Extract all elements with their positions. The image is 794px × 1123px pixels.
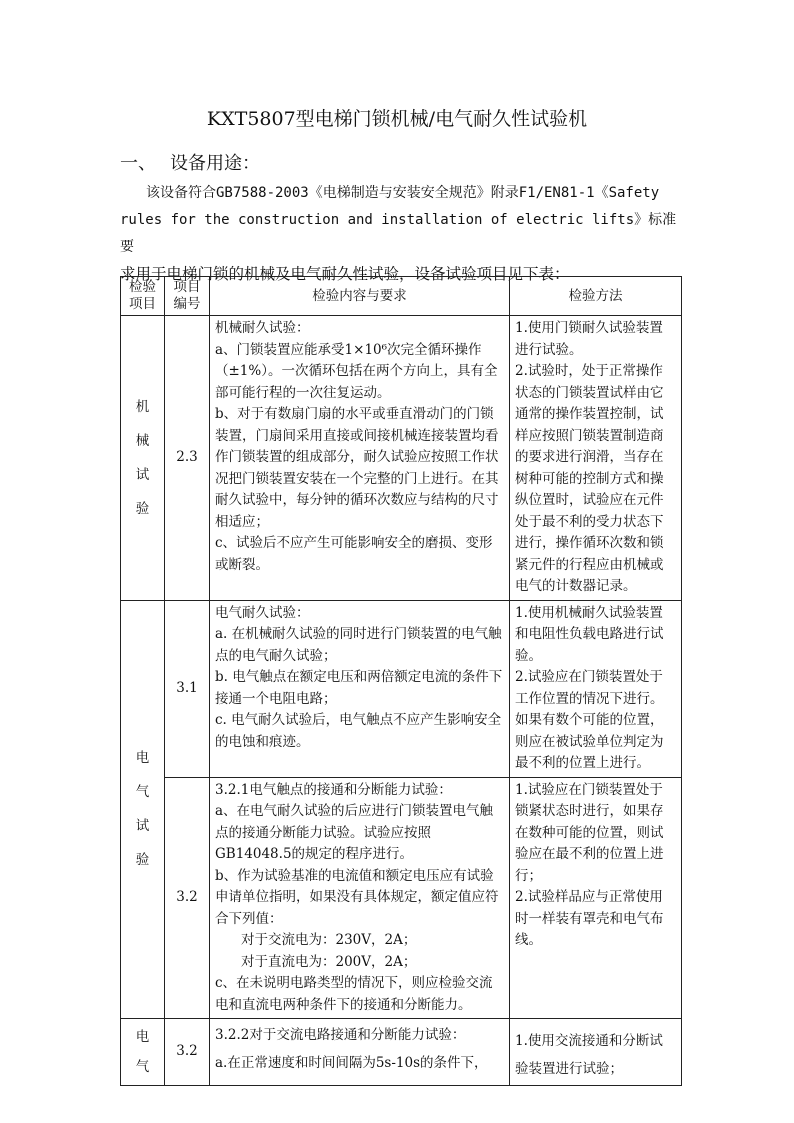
category-char: 试 bbox=[135, 818, 150, 835]
method-text: 1.使用交流接通和分断试验装置进行试验； bbox=[515, 1033, 663, 1077]
category-char: 试 bbox=[135, 466, 150, 483]
intro-line-1: 该设备符合GB7588-2003《电梯制造与安装安全规范》附录F1/EN81-1《Safety bbox=[146, 185, 660, 201]
header-method: 检验方法 bbox=[510, 277, 682, 316]
category-cell-electrical-cont bbox=[121, 1019, 165, 1086]
requirement-cell bbox=[210, 316, 510, 601]
category-char: 验 bbox=[135, 500, 150, 517]
item-number: 3.1 bbox=[165, 600, 210, 777]
requirement-text: a、门锁装置应能承受1×10⁶次完全循环操作（±1%）。一次循环包括在两个方向上，具有全部可能行程的一次往复运动。 bbox=[215, 341, 498, 401]
document-title: KXT5807型电梯门锁机械/电气耐久性试验机 bbox=[206, 108, 588, 130]
requirement-text: b. 电气触点在额定电压和两倍额定电流的条件下接通一个电阻电路； bbox=[215, 669, 503, 707]
header-number bbox=[165, 277, 210, 316]
requirement-text: a、在电气耐久试验的后应进行门锁装置电气触点的接通分断能力试验。试验应按照GB14048.5的规定的程序进行。 bbox=[215, 803, 494, 862]
category-char: 机 bbox=[135, 398, 150, 415]
method-text: 2.试验样品应与正常使用时一样装有罩壳和电气布线。 bbox=[515, 889, 664, 948]
requirement-text: c、试验后不应产生可能影响安全的磨损、变形或断裂。 bbox=[215, 535, 493, 573]
method-cell bbox=[510, 316, 682, 601]
method-text: 1.使用门锁耐久试验装置进行试验。 bbox=[515, 320, 663, 358]
requirement-text: c、在未说明电路类型的情况下，则应检验交流电和直流电两种条件下的接通和分断能力。 bbox=[215, 975, 493, 1013]
intro-line-3: 求用于电梯门锁的机械及电气耐久性试验，设备试验项目见下表： bbox=[120, 265, 570, 283]
method-text: 2.试验时，处于正常操作状态的门锁装置试样由它通常的操作装置控制，试样应按照门锁装置制造商的要求进行润滑，当存在树种可能的控制方式和操纵位置时，试验应在元件处于最不利的受力状态下进行，操作循环次数和锁紧元件的行程应由机械或电气的计数器记录。 bbox=[515, 363, 664, 594]
header-category bbox=[121, 277, 165, 316]
intro-paragraph bbox=[120, 180, 680, 288]
requirement-text: a. 在机械耐久试验的同时进行门锁装置的电气触点的电气耐久试验； bbox=[215, 626, 502, 664]
requirement-text: 对于直流电为：200V，2A； bbox=[241, 953, 417, 970]
item-number: 3.2 bbox=[165, 777, 210, 1019]
category-char: 气 bbox=[135, 784, 150, 801]
requirement-cell bbox=[210, 777, 510, 1019]
method-text: 1.试验应在门锁装置处于锁紧状态时进行，如果存在数种可能的位置，则试验应在最不利的位置上进行； bbox=[515, 781, 664, 884]
requirement-text: 3.2.2对于交流电路接通和分断能力试验： bbox=[215, 1027, 466, 1043]
header-requirements: 检验内容与要求 bbox=[210, 277, 510, 316]
table-row bbox=[121, 600, 682, 777]
method-cell bbox=[510, 600, 682, 777]
requirement-text: b、对于有数扇门扇的水平或垂直滑动门的门锁装置，门扇间采用直接或间接机械连接装置均看作门锁装置的组成部分，耐久试验应按照工作状况把门锁装置安装在一个完整的门上进行。在其耐久试验中，每分钟的循环次数应与结构的尺寸相适应； bbox=[215, 406, 499, 530]
category-cell-electrical bbox=[121, 600, 165, 1019]
item-number: 3.2 bbox=[165, 1019, 210, 1086]
requirement-text: c. 电气耐久试验后，电气触点不应产生影响安全的电蚀和痕迹。 bbox=[215, 712, 502, 750]
section-heading bbox=[120, 149, 260, 175]
item-number: 2.3 bbox=[165, 316, 210, 601]
table-row bbox=[121, 316, 682, 601]
table-row bbox=[121, 1019, 682, 1086]
requirement-text: a.在正常速度和时间间隔为5s-10s的条件下， bbox=[215, 1055, 488, 1071]
category-char: 电 bbox=[135, 1029, 150, 1045]
table-row bbox=[121, 777, 682, 1019]
method-text: 2.试验应在门锁装置处于工作位置的情况下进行。如果有数个可能的位置，则应在被试验单位判定为最不利的位置上进行。 bbox=[515, 669, 664, 771]
method-cell bbox=[510, 1019, 682, 1086]
section-title: 设备用途： bbox=[170, 153, 260, 174]
requirement-text: b、作为试验基准的电流值和额定电压应有试验申请单位指明，如果没有具体规定，额定值应符合下列值： bbox=[215, 867, 499, 927]
test-items-table bbox=[120, 276, 682, 1086]
category-char: 械 bbox=[135, 432, 150, 449]
category-char: 电 bbox=[135, 750, 150, 767]
method-cell bbox=[510, 777, 682, 1019]
requirement-text: 对于交流电为：230V，2A； bbox=[241, 932, 417, 948]
table-header-row bbox=[121, 277, 682, 316]
section-number: 一、 bbox=[120, 153, 156, 174]
intro-line-2: rules for the construction and installation of electric lifts》标准要 bbox=[120, 212, 677, 255]
requirement-text: 机械耐久试验： bbox=[215, 320, 310, 336]
header-number-line2: 编号 bbox=[173, 296, 201, 312]
requirement-cell bbox=[210, 600, 510, 777]
header-category-line2: 项目 bbox=[129, 296, 156, 312]
category-cell-mechanical bbox=[121, 316, 165, 601]
header-category-line1: 检验 bbox=[129, 279, 156, 295]
category-char: 验 bbox=[135, 852, 150, 869]
requirement-cell bbox=[210, 1019, 510, 1086]
method-text: 1.使用机械耐久试验装置和电阻性负载电路进行试验。 bbox=[515, 604, 664, 664]
category-char: 气 bbox=[135, 1059, 150, 1075]
header-number-line1: 项目 bbox=[173, 279, 201, 295]
requirement-text: 3.2.1电气触点的接通和分断能力试验： bbox=[215, 781, 452, 798]
requirement-text: 电气耐久试验： bbox=[215, 604, 310, 621]
